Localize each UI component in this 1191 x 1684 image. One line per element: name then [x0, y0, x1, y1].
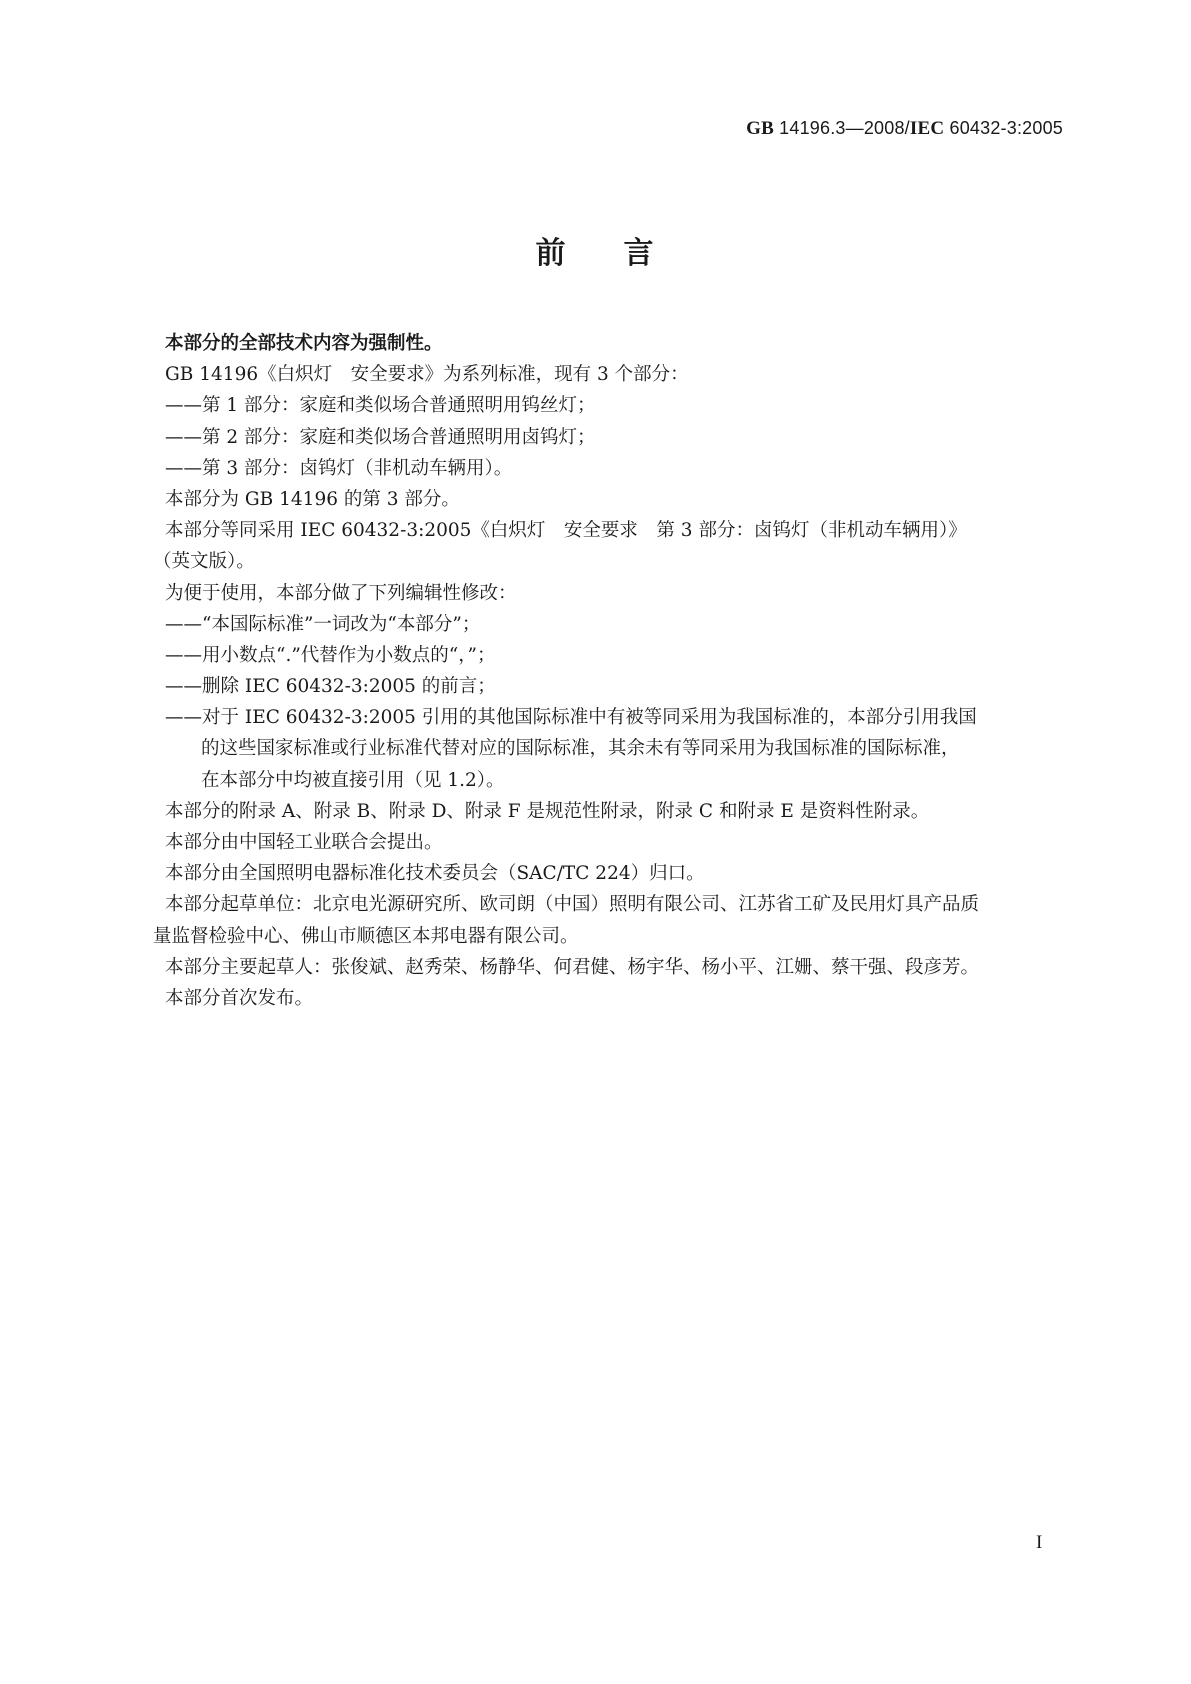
standard-code-iec: IEC: [909, 118, 945, 139]
standard-code-number: 14196.3—2008/: [773, 118, 910, 138]
list-item-part-2: ——第 2 部分：家庭和类似场合普通照明用卤钨灯；: [165, 426, 596, 448]
list-item-part-1: ——第 1 部分：家庭和类似场合普通照明用钨丝灯；: [165, 395, 596, 417]
list-item-edit-4-cont-2: 在本部分中均被直接引用（见 1.2）。: [201, 769, 505, 791]
paragraph-drafting-units-cont: 量监督检验中心、佛山市顺德区本邦电器有限公司。: [153, 925, 579, 947]
paragraph-series-intro: GB 14196《白炽灯 安全要求》为系列标准，现有 3 个部分：: [165, 364, 689, 386]
list-item-edit-4-cont-1: 的这些国家标准或行业标准代替对应的国际标准，其余未有等同采用为我国标准的国际标准，: [201, 738, 960, 760]
paragraph-part-statement: 本部分为 GB 14196 的第 3 部分。: [165, 488, 460, 510]
paragraph-adoption: 本部分等同采用 IEC 60432-3:2005《白炽灯 安全要求 第 3 部分：卤钨灯（非机动车辆用）》: [165, 520, 967, 542]
list-item-edit-1: ——“本国际标准”一词改为“本部分”；: [165, 613, 481, 635]
paragraph-first-issue: 本部分首次发布。: [165, 987, 314, 1009]
foreword-body: [153, 328, 1063, 1014]
list-item-part-3: ——第 3 部分：卤钨灯（非机动车辆用）。: [165, 457, 513, 479]
title-char-2: 言: [623, 236, 656, 271]
standard-code-gb: GB: [746, 118, 774, 139]
standard-code-header: [746, 118, 1063, 140]
paragraph-proposed-by: 本部分由中国轻工业联合会提出。: [165, 832, 443, 853]
list-item-edit-3: ——删除 IEC 60432-3:2005 的前言；: [165, 676, 496, 698]
list-item-edit-2: ——用小数点“.”代替作为小数点的“，”；: [165, 644, 496, 666]
paragraph-annexes: 本部分的附录 A、附录 B、附录 D、附录 F 是规范性附录，附录 C 和附录 E 是资料性附录。: [165, 800, 930, 822]
standard-code-iec-number: 60432-3:2005: [944, 118, 1063, 138]
paragraph-drafters: 本部分主要起草人：张俊斌、赵秀荣、杨静华、何君健、杨宇华、杨小平、江姗、蔡干强、段彦芳。: [165, 956, 980, 978]
page-number: I: [1036, 1532, 1043, 1553]
mandatory-statement: 本部分的全部技术内容为强制性。: [165, 333, 443, 354]
paragraph-drafting-units: 本部分起草单位：北京电光源研究所、欧司朗（中国）照明有限公司、江苏省工矿及民用灯具产品质: [165, 894, 980, 916]
page-title: [0, 228, 1191, 272]
paragraph-centralized-by: 本部分由全国照明电器标准化技术委员会（SAC/TC 224）归口。: [165, 863, 705, 885]
title-char-1: 前: [535, 236, 568, 271]
list-item-edit-4: ——对于 IEC 60432-3:2005 引用的其他国际标准中有被等同采用为我国标准的，本部分引用我国: [165, 707, 977, 729]
paragraph-edits-intro: 为便于使用，本部分做了下列编辑性修改：: [165, 582, 517, 604]
paragraph-adoption-cont: （英文版）。: [153, 551, 255, 573]
